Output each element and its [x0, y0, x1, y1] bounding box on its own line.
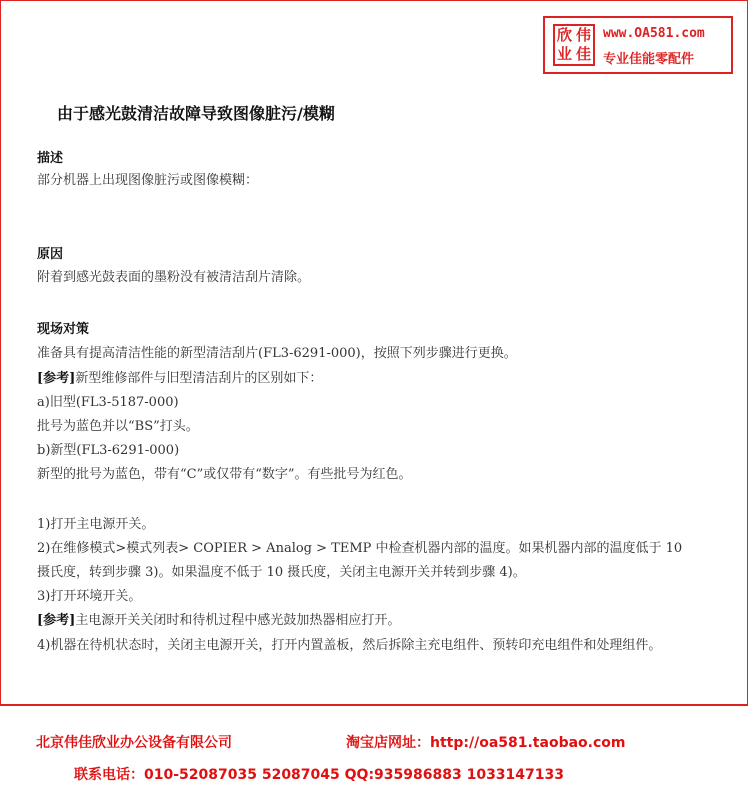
action-heading: 现场对策 [37, 322, 90, 337]
reference-text: 新型维修部件与旧型清洁刮片的区别如下： [75, 371, 323, 386]
old-type: a)旧型(FL3-5187-000) [37, 395, 179, 410]
brand-logo[interactable] [543, 16, 733, 74]
logo-seal [553, 24, 595, 66]
new-type: b)新型(FL3-6291-000) [37, 443, 180, 458]
reference-note [37, 367, 322, 386]
shop-link[interactable]: 淘宝店网址：http://oa581.taobao.com [346, 735, 626, 751]
reference-note-2 [37, 609, 400, 628]
logo-url[interactable]: www.OA581.com [603, 26, 705, 41]
step-3: 3)打开环境开关。 [37, 589, 142, 604]
new-type-note: 新型的批号为蓝色，带有“C”或仅带有“数字”。有些批号为红色。 [37, 467, 412, 482]
logo-tagline: 专业佳能零配件 [603, 52, 695, 67]
seal-char: 伟 [575, 26, 591, 44]
company-name: 北京伟佳欣业办公设备有限公司 [36, 735, 232, 751]
cause-heading: 原因 [37, 247, 64, 262]
contact-info: 联系电话：010-52087035 52087045 QQ:935986883 1033147133 [74, 767, 564, 783]
reference-text-2: 主电源开关关闭时和待机过程中感光鼓加热器相应打开。 [75, 613, 401, 628]
step-4: 4)机器在待机状态时，关闭主电源开关，打开内置盖板，然后拆除主充电组件、预转印充电组件和处理组件。 [37, 638, 662, 653]
page-title: 由于感光鼓清洁故障导致图像脏污/模糊 [57, 104, 335, 123]
step-1: 1)打开主电源开关。 [37, 517, 155, 532]
step-2-line-2: 摄氏度，转到步骤 3)。如果温度不低于 10 摄氏度，关闭主电源开关并转到步骤 4)。 [37, 565, 526, 580]
action-intro: 准备具有提高清洁性能的新型清洁刮片(FL3-6291-000)，按照下列步骤进行更换。 [37, 346, 517, 361]
cause-text: 附着到感光鼓表面的墨粉没有被清洁刮片清除。 [37, 270, 311, 285]
reference-tag: [参考] [37, 371, 76, 386]
step-2-line-1: 2)在维修模式>模式列表> COPIER > Analog > TEMP 中检查机器内部的温度。如果机器内部的温度低于 10 [37, 541, 683, 556]
description-heading: 描述 [37, 151, 64, 166]
seal-char: 佳 [575, 45, 591, 63]
reference-tag-2: [参考] [37, 613, 76, 628]
old-type-note: 批号为蓝色并以“BS”打头。 [37, 419, 199, 434]
seal-char: 欣 [556, 26, 572, 44]
seal-char: 业 [556, 45, 572, 63]
description-text: 部分机器上出现图像脏污或图像模糊： [37, 173, 259, 188]
